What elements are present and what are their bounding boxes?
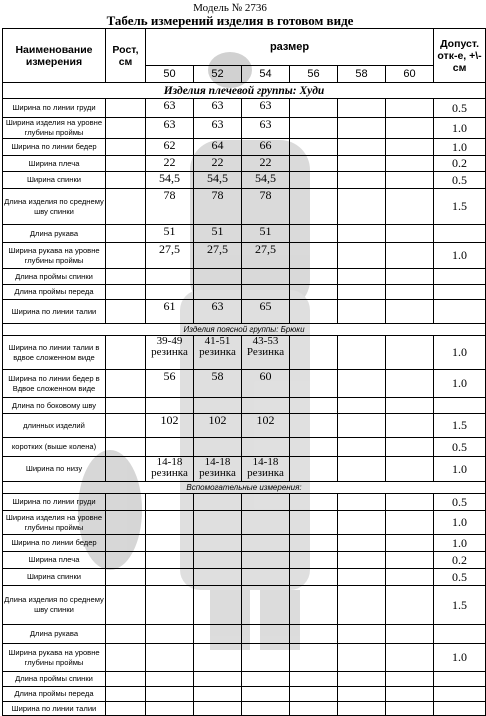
size-value [290, 269, 338, 285]
height-cell [106, 243, 146, 269]
table-row [3, 511, 486, 535]
tolerance-value: 0.5 [434, 172, 486, 189]
size-value [338, 438, 386, 457]
tolerance-value [434, 702, 486, 716]
size-value [194, 398, 242, 414]
size-value [290, 300, 338, 324]
size-value [194, 511, 242, 535]
tolerance-value [434, 225, 486, 243]
height-cell [106, 569, 146, 586]
size-value [386, 494, 434, 511]
size-value [146, 269, 194, 285]
height-cell [106, 225, 146, 243]
table-row [3, 99, 486, 118]
size-value: 27,5 [242, 243, 290, 269]
size-value [386, 370, 434, 398]
tolerance-value [434, 269, 486, 285]
measurement-name: Ширина по линии бедер [3, 535, 106, 552]
size-value: 27,5 [194, 243, 242, 269]
size-value [146, 494, 194, 511]
table-row [3, 118, 486, 139]
size-value [386, 243, 434, 269]
measurement-name: Ширина спинки [3, 172, 106, 189]
size-value [338, 511, 386, 535]
size-value: 41-51 резинка [194, 336, 242, 370]
size-value: 78 [242, 189, 290, 225]
size-value [338, 370, 386, 398]
size-value [386, 336, 434, 370]
size-value [338, 687, 386, 702]
size-value [386, 225, 434, 243]
size-value [338, 285, 386, 300]
size-value [386, 672, 434, 687]
measurement-name: Ширина по линии груди [3, 99, 106, 118]
size-value [338, 139, 386, 156]
size-value [194, 494, 242, 511]
height-cell [106, 172, 146, 189]
size-value [386, 398, 434, 414]
size-value [242, 398, 290, 414]
size-value [290, 225, 338, 243]
tolerance-value [434, 300, 486, 324]
tolerance-value [434, 687, 486, 702]
size-value [290, 672, 338, 687]
size-value [290, 535, 338, 552]
size-value: 51 [146, 225, 194, 243]
tolerance-value [434, 672, 486, 687]
size-value [338, 535, 386, 552]
size-value [338, 625, 386, 644]
tolerance-value: 1.5 [434, 414, 486, 438]
size-value [290, 172, 338, 189]
tolerance-value: 0.2 [434, 156, 486, 172]
measurement-name: Ширина по линии бедер [3, 139, 106, 156]
section-title: Изделия поясной группы: Брюки [3, 324, 486, 336]
size-value [242, 552, 290, 569]
tolerance-value: 1.0 [434, 511, 486, 535]
size-value: 63 [194, 99, 242, 118]
size-value [386, 586, 434, 625]
height-cell [106, 156, 146, 172]
tolerance-value [434, 285, 486, 300]
size-value [242, 269, 290, 285]
size-value [194, 552, 242, 569]
table-row [3, 300, 486, 324]
height-cell [106, 535, 146, 552]
size-value [146, 511, 194, 535]
height-cell [106, 672, 146, 687]
size-value [386, 269, 434, 285]
size-value [242, 672, 290, 687]
size-value [290, 336, 338, 370]
size-value [146, 625, 194, 644]
size-value: 102 [194, 414, 242, 438]
height-cell [106, 438, 146, 457]
size-value [338, 552, 386, 569]
size-value [290, 414, 338, 438]
table-row [3, 269, 486, 285]
measurement-name: Ширина по линии бедер в Вдвое сложенном виде [3, 370, 106, 398]
measurement-name: Длина проймы спинки [3, 269, 106, 285]
height-cell [106, 586, 146, 625]
size-value [146, 552, 194, 569]
size-value [386, 457, 434, 482]
size-value: 62 [146, 139, 194, 156]
measurement-name: Длина проймы спинки [3, 672, 106, 687]
height-cell [106, 457, 146, 482]
size-value [194, 672, 242, 687]
size-value: 63 [242, 99, 290, 118]
column-header-height: Рост, см [106, 29, 146, 83]
height-cell [106, 99, 146, 118]
size-header: 54 [242, 66, 290, 83]
table-row [3, 398, 486, 414]
size-value: 63 [146, 99, 194, 118]
column-header-size: размер [146, 29, 434, 66]
column-header-tolerance: Допуст. отк-е, +\-см [434, 29, 486, 83]
size-value: 27,5 [146, 243, 194, 269]
size-value [338, 336, 386, 370]
height-cell [106, 336, 146, 370]
size-value [194, 586, 242, 625]
size-value: 22 [146, 156, 194, 172]
size-value [290, 586, 338, 625]
size-value [242, 438, 290, 457]
size-value [242, 644, 290, 672]
size-value [338, 172, 386, 189]
size-value: 63 [194, 118, 242, 139]
size-value [338, 457, 386, 482]
size-value [386, 625, 434, 644]
size-value: 22 [242, 156, 290, 172]
table-row [3, 225, 486, 243]
size-value [194, 269, 242, 285]
measurement-name: Длина проймы переда [3, 285, 106, 300]
measurement-name: Ширина рукава на уровне глубины проймы [3, 243, 106, 269]
size-value [242, 687, 290, 702]
size-value: 54,5 [242, 172, 290, 189]
size-value: 54,5 [194, 172, 242, 189]
size-value [146, 702, 194, 716]
size-value [290, 156, 338, 172]
tolerance-value: 1.0 [434, 139, 486, 156]
size-value [290, 139, 338, 156]
size-value [290, 189, 338, 225]
size-value [146, 569, 194, 586]
size-header: 60 [386, 66, 434, 83]
model-number: Модель № 2736 [193, 2, 267, 14]
height-cell [106, 139, 146, 156]
size-value [338, 189, 386, 225]
size-value [290, 370, 338, 398]
size-value [242, 535, 290, 552]
size-value: 63 [242, 118, 290, 139]
measurement-name: Длина проймы переда [3, 687, 106, 702]
size-value [194, 644, 242, 672]
table-row [3, 672, 486, 687]
measurement-table [2, 28, 486, 716]
size-value [338, 569, 386, 586]
size-value: 39-49 резинка [146, 336, 194, 370]
size-value [194, 702, 242, 716]
height-cell [106, 494, 146, 511]
section-title: Изделия плечевой группы: Худи [3, 83, 486, 99]
measurement-name: длинных изделий [3, 414, 106, 438]
tolerance-value: 0.5 [434, 438, 486, 457]
tolerance-value: 0.5 [434, 569, 486, 586]
height-cell [106, 552, 146, 569]
table-row [3, 438, 486, 457]
size-value [386, 414, 434, 438]
table-row [3, 702, 486, 716]
size-value: 61 [146, 300, 194, 324]
height-cell [106, 511, 146, 535]
height-cell [106, 414, 146, 438]
measurement-name: Длина по боковому шву [3, 398, 106, 414]
size-value [290, 687, 338, 702]
size-value [290, 285, 338, 300]
tolerance-value: 1.0 [434, 118, 486, 139]
size-value [338, 414, 386, 438]
size-value [338, 243, 386, 269]
measurement-name: Длина изделия по среднему шву спинки [3, 586, 106, 625]
size-value [338, 644, 386, 672]
tolerance-value: 1.0 [434, 243, 486, 269]
size-value: 14-18 резинка [242, 457, 290, 482]
size-value [386, 687, 434, 702]
tolerance-value: 1.0 [434, 370, 486, 398]
size-value [338, 269, 386, 285]
table-row [3, 552, 486, 569]
tolerance-value: 1.5 [434, 586, 486, 625]
table-row [3, 285, 486, 300]
table-row [3, 586, 486, 625]
size-value [338, 398, 386, 414]
table-row [3, 625, 486, 644]
size-value [146, 687, 194, 702]
size-value: 65 [242, 300, 290, 324]
size-value [386, 189, 434, 225]
table-row [3, 687, 486, 702]
size-value: 102 [146, 414, 194, 438]
table-row [3, 243, 486, 269]
height-cell [106, 269, 146, 285]
size-value [242, 494, 290, 511]
tolerance-value [434, 625, 486, 644]
size-value [386, 139, 434, 156]
size-value: 78 [194, 189, 242, 225]
measurement-name: Ширина по линии груди [3, 494, 106, 511]
table-row [3, 457, 486, 482]
table-row [3, 644, 486, 672]
size-value [338, 702, 386, 716]
height-cell [106, 285, 146, 300]
table-row [3, 569, 486, 586]
size-value [290, 569, 338, 586]
size-value [386, 702, 434, 716]
size-value [242, 586, 290, 625]
tolerance-value [434, 398, 486, 414]
tolerance-value: 0.5 [434, 494, 486, 511]
height-cell [106, 702, 146, 716]
tolerance-value: 1.0 [434, 644, 486, 672]
size-value [290, 118, 338, 139]
size-value [290, 494, 338, 511]
size-value [386, 300, 434, 324]
measurement-name: Ширина по линии талии в вдвое сложенном виде [3, 336, 106, 370]
tolerance-value: 1.0 [434, 336, 486, 370]
size-value [386, 644, 434, 672]
size-value [242, 285, 290, 300]
size-value [338, 494, 386, 511]
size-value [242, 625, 290, 644]
tolerance-value: 1.5 [434, 189, 486, 225]
size-value: 56 [146, 370, 194, 398]
table-row [3, 172, 486, 189]
table-row [3, 139, 486, 156]
size-value: 14-18 резинка [146, 457, 194, 482]
size-value [194, 535, 242, 552]
page-title: Табель измерений изделия в готовом виде [106, 13, 354, 28]
size-value [242, 702, 290, 716]
size-value [338, 672, 386, 687]
size-value [146, 644, 194, 672]
size-value [386, 172, 434, 189]
measurement-name: Ширина по линии талии [3, 300, 106, 324]
measurement-name: Ширина изделия на уровне глубины проймы [3, 511, 106, 535]
tolerance-value: 0.2 [434, 552, 486, 569]
table-row [3, 189, 486, 225]
size-value [146, 285, 194, 300]
size-value [338, 225, 386, 243]
size-value [386, 438, 434, 457]
size-value [386, 511, 434, 535]
size-value [386, 118, 434, 139]
size-value [290, 398, 338, 414]
column-header-name: Наименование измерения [3, 29, 106, 83]
size-value [290, 702, 338, 716]
height-cell [106, 398, 146, 414]
size-value [290, 457, 338, 482]
size-value [146, 398, 194, 414]
measurement-name: Ширина плеча [3, 552, 106, 569]
measurement-name: Длина изделия по среднему шву спинки [3, 189, 106, 225]
height-cell [106, 189, 146, 225]
size-value [242, 511, 290, 535]
size-value [290, 99, 338, 118]
size-value [338, 586, 386, 625]
size-value: 22 [194, 156, 242, 172]
size-value [146, 586, 194, 625]
size-value [146, 672, 194, 687]
size-value [146, 438, 194, 457]
measurement-name: Длина рукава [3, 625, 106, 644]
measurement-name: коротких (выше колена) [3, 438, 106, 457]
size-value: 14-18 резинка [194, 457, 242, 482]
size-value: 63 [146, 118, 194, 139]
size-value [242, 569, 290, 586]
size-value [290, 644, 338, 672]
height-cell [106, 118, 146, 139]
table-row [3, 370, 486, 398]
size-value: 51 [242, 225, 290, 243]
table-row [3, 336, 486, 370]
size-value [290, 625, 338, 644]
size-value [338, 156, 386, 172]
measurement-name: Ширина изделия на уровне глубины проймы [3, 118, 106, 139]
size-value [386, 156, 434, 172]
size-value: 60 [242, 370, 290, 398]
size-value [386, 569, 434, 586]
height-cell [106, 370, 146, 398]
size-header: 56 [290, 66, 338, 83]
measurement-name: Ширина рукава на уровне глубины проймы [3, 644, 106, 672]
size-value [386, 99, 434, 118]
height-cell [106, 625, 146, 644]
size-value [194, 625, 242, 644]
size-value [146, 535, 194, 552]
size-value [386, 552, 434, 569]
size-value [338, 99, 386, 118]
size-value: 58 [194, 370, 242, 398]
table-row [3, 535, 486, 552]
size-value: 102 [242, 414, 290, 438]
size-value [194, 687, 242, 702]
size-value: 63 [194, 300, 242, 324]
measurement-name: Ширина спинки [3, 569, 106, 586]
size-value [194, 569, 242, 586]
size-value [338, 118, 386, 139]
size-value: 43-53 Резинка [242, 336, 290, 370]
size-header: 50 [146, 66, 194, 83]
size-value [290, 438, 338, 457]
height-cell [106, 687, 146, 702]
height-cell [106, 644, 146, 672]
tolerance-value: 0.5 [434, 99, 486, 118]
measurement-name: Ширина по линии талии [3, 702, 106, 716]
measurement-name: Длина рукава [3, 225, 106, 243]
size-value [338, 300, 386, 324]
tolerance-value: 1.0 [434, 457, 486, 482]
size-value [386, 285, 434, 300]
size-header: 58 [338, 66, 386, 83]
table-row [3, 414, 486, 438]
size-value: 54,5 [146, 172, 194, 189]
size-value: 51 [194, 225, 242, 243]
height-cell [106, 300, 146, 324]
size-value: 78 [146, 189, 194, 225]
size-value [290, 552, 338, 569]
table-row [3, 156, 486, 172]
size-value [194, 438, 242, 457]
table-row [3, 494, 486, 511]
section-title: Вспомогательные измерения: [3, 482, 486, 494]
size-value [194, 285, 242, 300]
size-value: 64 [194, 139, 242, 156]
size-value [386, 535, 434, 552]
measurement-name: Ширина по низу [3, 457, 106, 482]
size-value [290, 243, 338, 269]
tolerance-value: 1.0 [434, 535, 486, 552]
size-value [290, 511, 338, 535]
size-header: 52 [194, 66, 242, 83]
size-value: 66 [242, 139, 290, 156]
measurement-name: Ширина плеча [3, 156, 106, 172]
